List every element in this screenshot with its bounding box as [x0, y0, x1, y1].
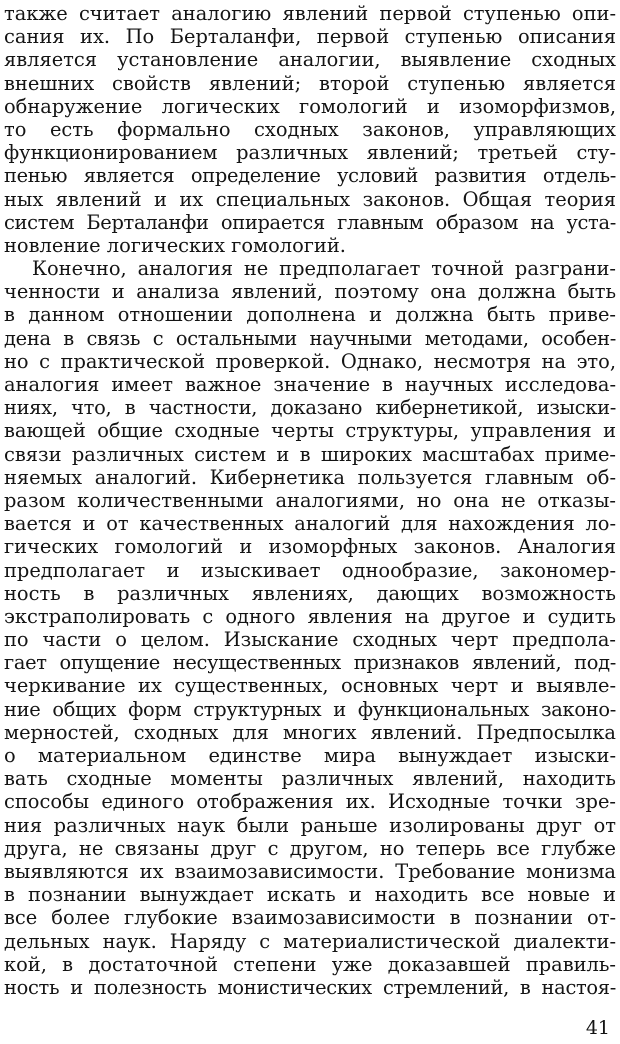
- text-line: выявляются их взаимозависимости. Требование монизма: [4, 859, 616, 883]
- paragraph-start-line: Конечно, аналогия не предполагает точной разграни-: [32, 257, 616, 281]
- text-line: дельных наук. Наряду с материалистической диалекти-: [4, 929, 616, 953]
- text-line: ниях, что, в частности, доказано кибернетикой, изыски-: [4, 396, 616, 420]
- text-line: гает опущение несущественных признаков явлений, под-: [4, 651, 616, 675]
- text-line: но с практической проверкой. Однако, несмотря на это,: [4, 349, 616, 373]
- text-line: ния различных наук были раньше изолированы друг от: [4, 813, 616, 837]
- text-line: вается и от качественных аналогий для нахождения ло-: [4, 512, 616, 536]
- text-line: ность и полезность монистических стремлений, в настоя-: [4, 975, 616, 999]
- text-line: ние общих форм структурных и функциональных законо-: [4, 697, 616, 721]
- text-line: то есть формально сходных законов, управляющих: [4, 117, 616, 141]
- text-line: ных явлений и их специальных законов. Общая теория: [4, 187, 616, 211]
- text-line: является установление аналогии, выявление сходных: [4, 48, 616, 72]
- text-line: предполагает и изыскивает однообразие, закономер-: [4, 558, 616, 582]
- text-line: экстраполировать с одного явления на другое и судить: [4, 604, 616, 628]
- text-line: также считает аналогию явлений первой ступенью опи-: [4, 2, 616, 25]
- text-line: мерностей, сходных для многих явлений. Предпосылка: [4, 720, 616, 744]
- text-line: пенью является определение условий развития отдель-: [4, 164, 616, 188]
- text-line: внешних свойств явлений; второй ступенью является: [4, 71, 616, 95]
- text-line: друга, не связаны друг с другом, но теперь все глубже: [4, 836, 616, 860]
- text-line: способы единого отображения их. Исходные точки зре-: [4, 790, 616, 814]
- text-line: ченности и анализа явлений, поэтому она должна быть: [4, 280, 616, 304]
- text-line: няемых аналогий. Кибернетика пользуется главным об-: [4, 465, 616, 489]
- page-number: 41: [585, 1017, 610, 1039]
- text-line: в данном отношении дополнена и должна быть приве-: [4, 303, 616, 327]
- text-line: сания их. По Берталанфи, первой ступенью описания: [4, 25, 616, 49]
- text-line: кой, в достаточной степени уже доказавшей правиль-: [4, 952, 616, 976]
- text-line: о материальном единстве мира вынуждает изыски-: [4, 744, 616, 767]
- text-line: гических гомологий и изоморфных законов. Аналогия: [4, 535, 616, 559]
- text-line: аналогия имеет важное значение в научных исследова-: [4, 373, 616, 396]
- text-line: систем Берталанфи опирается главным образом на уста-: [4, 210, 616, 234]
- text-line: вать сходные моменты различных явлений, находить: [4, 767, 616, 791]
- text-line: новление логических гомологий.: [4, 233, 346, 257]
- text-line: по части о целом. Изыскание сходных черт предпола-: [4, 628, 616, 652]
- text-line: ность в различных явлениях, дающих возможность: [4, 581, 616, 605]
- text-line: связи различных систем и в широких масштабах приме-: [4, 442, 616, 466]
- body-text: [4, 2, 616, 999]
- text-line: в познании вынуждает искать и находить все новые и: [4, 883, 616, 907]
- text-line: обнаружение логических гомологий и изоморфизмов,: [4, 94, 616, 118]
- text-line: дена в связь с остальными научными методами, особен-: [4, 326, 616, 350]
- text-line: все более глубокие взаимозависимости в познании от-: [4, 906, 616, 930]
- text-line: вающей общие сходные черты структуры, управления и: [4, 419, 616, 443]
- text-line: разом количественными аналогиями, но она не отказы-: [4, 488, 616, 512]
- text-line: черкивание их существенных, основных черт и выявле-: [4, 674, 616, 698]
- text-line: функционированием различных явлений; третьей сту-: [4, 141, 616, 165]
